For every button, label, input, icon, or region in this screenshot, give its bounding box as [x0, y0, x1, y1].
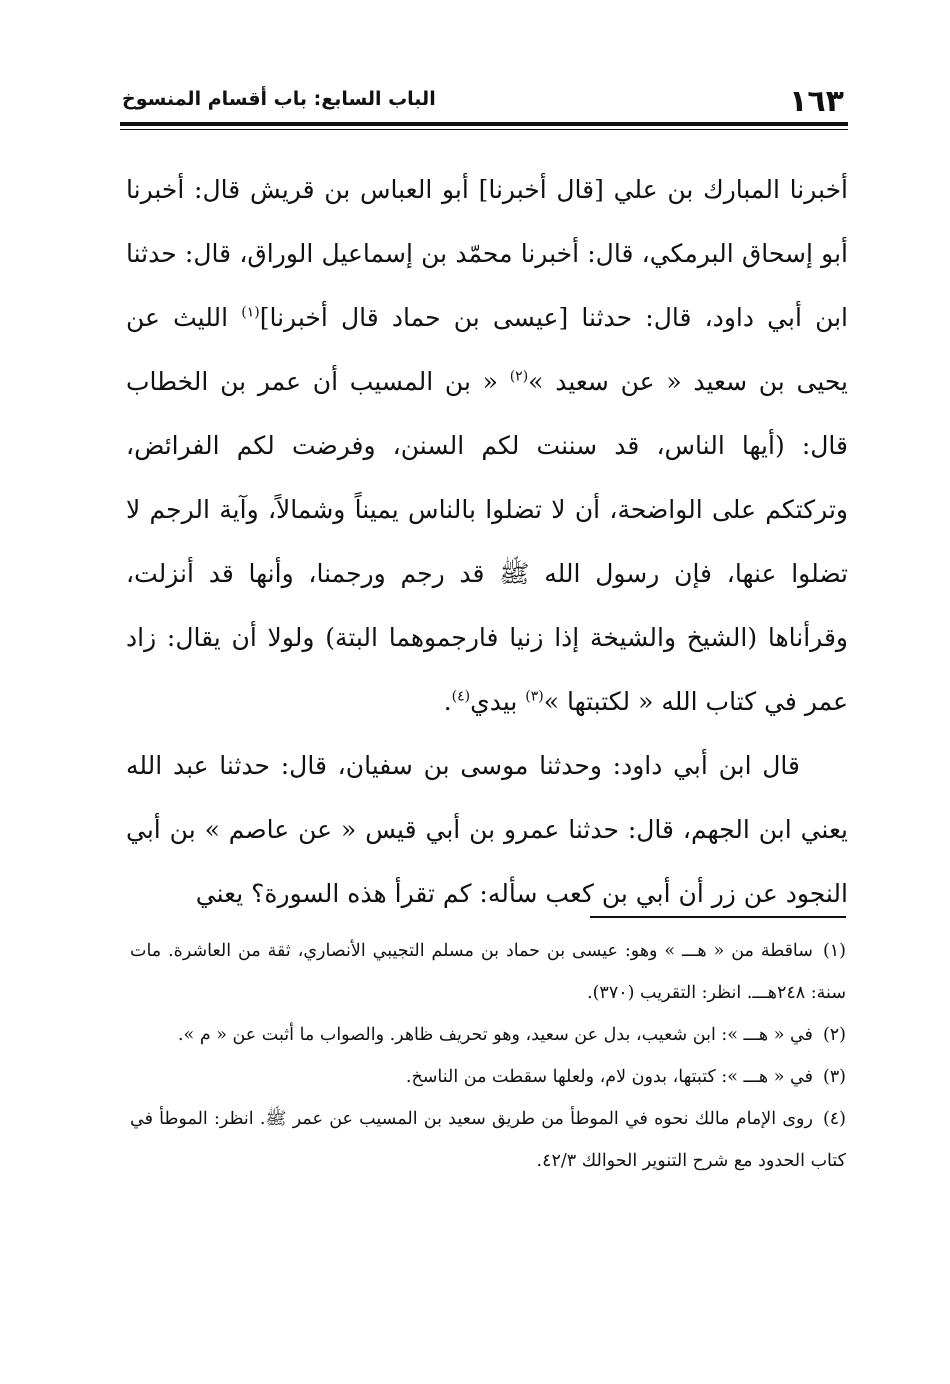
footnote-text: روى الإمام مالك نحوه في الموطأ من طريق سعيد بن المسيب عن عمر ﷺ. انظر: الموطأ في كتاب الحدود مع شرح التنوير الحوالك ٤٢/٣.: [130, 1109, 846, 1171]
main-text: [126, 158, 848, 926]
footnote-number: (١): [822, 941, 846, 961]
footnote-number: (٢): [822, 1025, 846, 1045]
footnote-text: في « هـــ »: كتبتها، بدون لام، ولعلها سقطت من الناسخ.: [405, 1067, 813, 1087]
footnote-ref: (٤): [451, 688, 471, 705]
page-header: [120, 80, 846, 120]
footnote: [130, 930, 846, 1014]
header-rule-thin: [120, 129, 848, 130]
text-run: الليث عن يحيى بن سعيد « عن سعيد »: [126, 303, 848, 396]
footnote-separator: [590, 916, 846, 918]
footnote-ref: (٢): [509, 368, 529, 385]
text-run: بيدي: [470, 687, 526, 716]
header-rule-thick: [120, 122, 848, 126]
footnote-text: في « هـــ »: ابن شعيب، بدل عن سعيد، وهو تحريف ظاهر. والصواب ما أثبت عن « م ».: [177, 1025, 813, 1045]
paragraph: قال ابن أبي داود: وحدثنا موسى بن سفيان، قال: حدثنا عبد الله يعني ابن الجهم، قال: حدثنا عمرو بن أبي قيس « عن عاصم » بن أبي النجود عن زر أن أبي بن كعب سأله: كم تقرأ هذه السورة؟ يعني: [126, 751, 848, 908]
footnote-ref: (١): [241, 304, 260, 321]
footnote-ref: (٣): [525, 688, 544, 705]
footnote: [130, 1056, 846, 1098]
footnote-number: (٣): [822, 1067, 846, 1087]
footnote-number: (٤): [822, 1109, 846, 1129]
footnote: [130, 1098, 846, 1182]
footnote: [130, 1014, 846, 1056]
page-number: ١٦٣: [789, 84, 844, 119]
footnote-text: ساقطة من « هـــ » وهو: عيسى بن حماد بن مسلم التجيبي الأنصاري، ثقة من العاشرة. مات سنة: ٢٤٨هـــ. انظر: التقريب (٣٧٠).: [130, 941, 846, 1003]
running-title: الباب السابع: باب أقسام المنسوخ: [122, 88, 436, 110]
text-run: .: [443, 687, 452, 716]
text-run: « بن المسيب أن عمر بن الخطاب قال: (أيها الناس، قد سننت لكم السنن، وفرضت لكم الفرائض، وتركتكم على الواضحة، أن لا تضلوا بالناس يميناً وشمالاً، وآية الرجم لا تضلوا عنها، فإن رسول الله ﷺ قد رجم ورجمنا، وأنها قد أنزلت، وقرأناها (الشيخ والشيخة إذا زنيا فارجموهما البتة) ولولا أن يقال: زاد عمر في كتاب الله « لكتبتها »: [126, 367, 848, 716]
footnotes: [130, 930, 846, 1182]
paragraph: [126, 158, 848, 734]
text-run: أخبرنا المبارك بن علي [قال أخبرنا] أبو العباس بن قريش قال: أخبرنا أبو إسحاق البرمكي، قال: أخبرنا محمّد بن إسماعيل الوراق، قال: حدثنا ابن أبي داود، قال: حدثنا [عيسى بن حماد قال أخبرنا]: [126, 175, 849, 332]
